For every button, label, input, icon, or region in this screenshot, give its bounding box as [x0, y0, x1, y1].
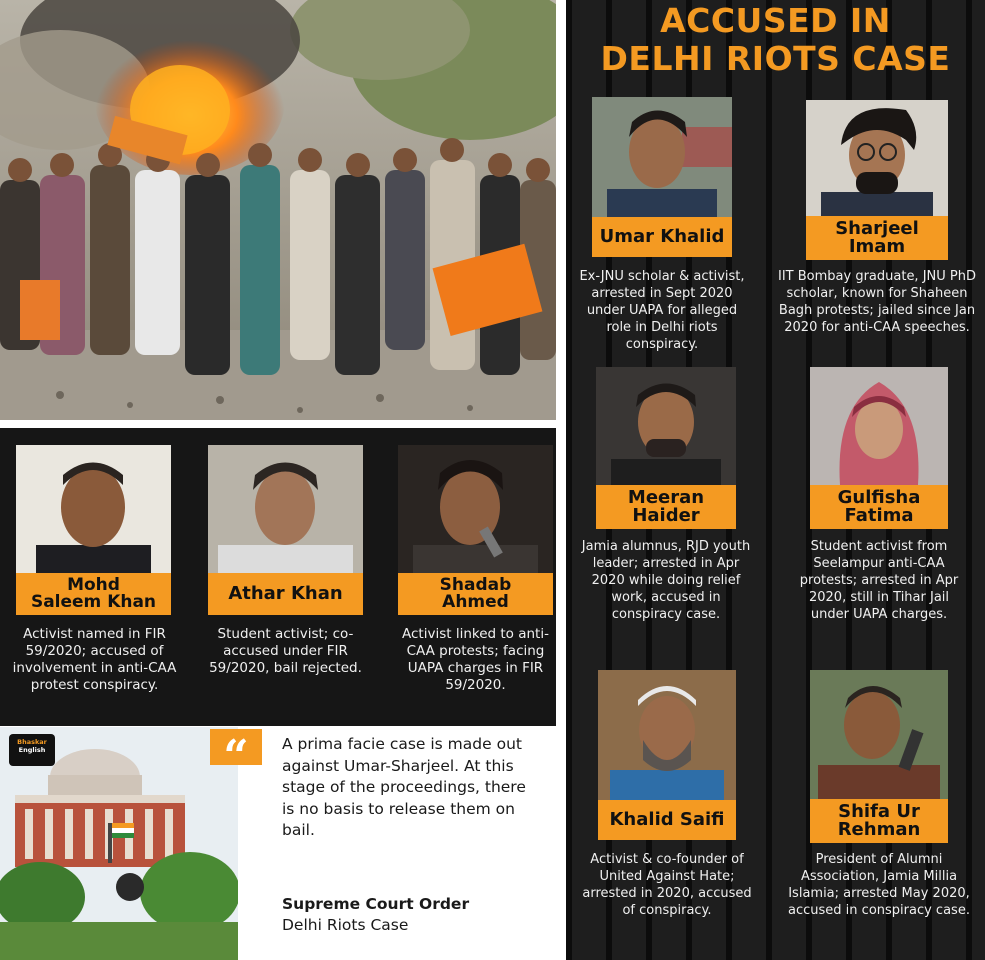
name-line: Shifa Ur	[838, 801, 920, 822]
athar-khan-description: Student activist; co-accused under FIR 59/2020, bail rejected.	[209, 626, 362, 676]
quote-source	[282, 894, 542, 935]
name-line: Mohd	[67, 575, 120, 595]
name-line: Sharjeel	[835, 218, 919, 239]
athar-khan-nameplate	[208, 573, 363, 615]
name-line: Athar Khan	[228, 583, 343, 604]
shadab-ahmed-photo	[398, 445, 553, 575]
name-line: Rehman	[837, 819, 921, 840]
saleem-khan-description: Activist named in FIR 59/2020; accused of involvement in anti-CAA protest conspiracy.	[12, 626, 177, 693]
title-line: DELHI RIOTS CASE	[600, 39, 951, 78]
name-line: Khalid Saifi	[609, 809, 725, 830]
riot-scene-photo	[0, 0, 556, 420]
quote-source-title: Supreme Court Order	[282, 895, 470, 913]
shifa-ur-rehman-photo	[810, 670, 948, 800]
shadab-ahmed-description: Activist linked to anti-CAA protests; facing UAPA charges in FIR 59/2020.	[402, 626, 549, 693]
quote-text: A prima facie case is made out against Umar-Sharjeel. At this stage of the proceedings, there is no basis to release them on bail.	[282, 735, 526, 840]
umar-khalid-description: Ex-JNU scholar & activist, arrested in Sept 2020 under UAPA for alleged role in Delhi riots conspiracy.	[579, 269, 745, 352]
meeran-haider-description: Jamia alumnus, RJD youth leader; arrested in Apr 2020 while doing relief work, accused in conspiracy case.	[581, 539, 751, 622]
sharjeel-imam-description: IIT Bombay graduate, JNU PhD scholar, known for Shaheen Bagh protests; jailed since Jan 2020 for anti-CAA speeches.	[778, 269, 976, 335]
sharjeel-imam-nameplate	[806, 216, 948, 260]
shifa-ur-rehman-description: President of Alumni Association, Jamia Millia Islamia; arrested May 2020, accused in conspiracy case.	[788, 852, 970, 918]
name-line: Saleem Khan	[30, 592, 157, 612]
gulfisha-fatima-photo	[810, 367, 948, 485]
gulfisha-fatima-description: Student activist from Seelampur anti-CAA protests; arrested in Apr 2020, still in Tihar Jail under UAPA charges.	[799, 539, 959, 622]
athar-khan-photo	[208, 445, 363, 575]
shifa-ur-rehman-nameplate	[810, 799, 948, 843]
logo-text: English	[18, 746, 46, 754]
name-line: Gulfisha	[837, 487, 921, 508]
name-line: Umar Khalid	[599, 226, 725, 247]
name-line: Fatima	[844, 505, 914, 526]
name-line: Ahmed	[442, 592, 509, 612]
khalid-saifi-description: Activist & co-founder of United Against Hate; arrested in 2020, accused of conspiracy.	[582, 852, 752, 918]
saleem-khan-photo	[16, 445, 171, 575]
saleem-khan-nameplate	[16, 573, 171, 615]
sharjeel-imam-photo	[806, 100, 948, 217]
umar-khalid-photo	[592, 97, 732, 217]
umar-khalid-nameplate	[592, 217, 732, 257]
right-accused-panel	[566, 0, 985, 960]
name-line: Meeran	[627, 487, 705, 508]
quote-source-case: Delhi Riots Case	[282, 916, 409, 934]
shadab-ahmed-nameplate	[398, 573, 553, 615]
khalid-saifi-photo	[598, 670, 736, 800]
left-accused-panel	[0, 428, 556, 726]
quote-mark-icon: “	[210, 729, 262, 765]
meeran-haider-nameplate	[596, 485, 736, 529]
meeran-haider-photo	[596, 367, 736, 485]
name-line: Haider	[632, 505, 700, 526]
name-line: Shadab	[439, 575, 512, 595]
panel-title	[566, 2, 985, 78]
title-line: ACCUSED IN	[660, 1, 891, 40]
publisher-logo	[9, 734, 55, 766]
name-line: Imam	[848, 236, 906, 257]
logo-text: Bhaskar	[17, 738, 47, 746]
gulfisha-fatima-nameplate	[810, 485, 948, 529]
khalid-saifi-nameplate	[598, 800, 736, 840]
